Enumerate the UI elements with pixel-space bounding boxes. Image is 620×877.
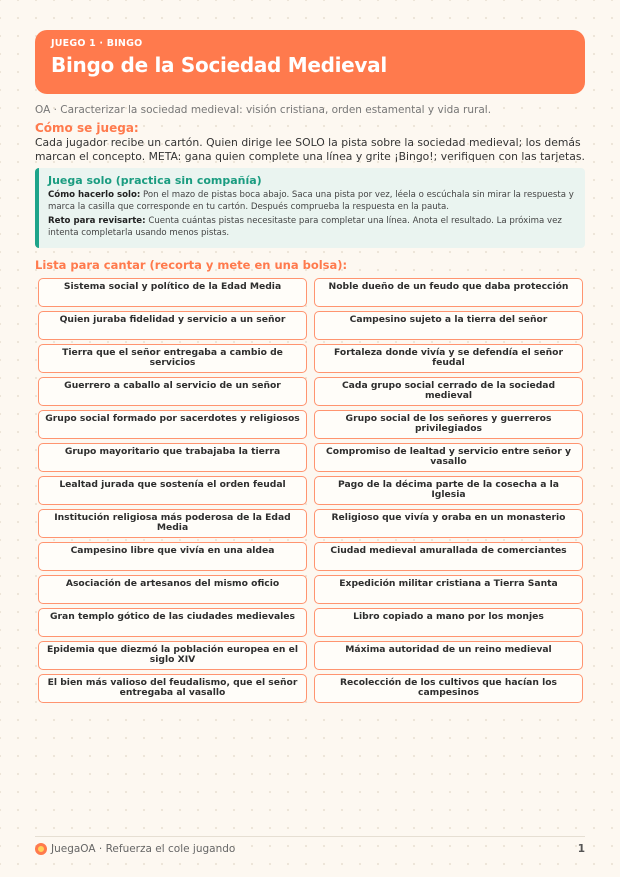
how-to-play-title: Cómo se juega: xyxy=(35,121,139,135)
juegaoa-logo-icon xyxy=(35,843,47,855)
game-kicker: JUEGO 1 · BINGO xyxy=(51,38,143,49)
footer-divider xyxy=(35,836,585,837)
clue-card: Grupo mayoritario que trabajaba la tierra xyxy=(38,443,307,472)
clue-card: Compromiso de lealtad y servicio entre señor y vasallo xyxy=(314,443,583,472)
clue-card: Tierra que el señor entregaba a cambio de servicios xyxy=(38,344,307,373)
solo-how-text: Pon el mazo de pistas boca abajo. Saca una pista por vez, léela o escúchala sin mirar la respuesta y marca la casilla que corresponde en tu cartón. Después comprueba la respuesta en la pauta. xyxy=(48,190,574,212)
clue-card: Sistema social y político de la Edad Media xyxy=(38,278,307,307)
clue-card: Gran templo gótico de las ciudades medievales xyxy=(38,608,307,637)
clue-card: Religioso que vivía y oraba en un monasterio xyxy=(314,509,583,538)
solo-challenge-text: Cuenta cuántas pistas necesitaste para completar una línea. Anota el resultado. La próxima vez intenta completarla usando menos pistas. xyxy=(48,216,562,238)
clue-card: Fortaleza donde vivía y se defendía el señor feudal xyxy=(314,344,583,373)
clue-card: Ciudad medieval amurallada de comerciantes xyxy=(314,542,583,571)
clue-card: Asociación de artesanos del mismo oficio xyxy=(38,575,307,604)
clue-card: Institución religiosa más poderosa de la Edad Media xyxy=(38,509,307,538)
clue-card: Grupo social de los señores y guerreros privilegiados xyxy=(314,410,583,439)
page-number: 1 xyxy=(577,843,585,855)
clue-card: Noble dueño de un feudo que daba protección xyxy=(314,278,583,307)
clue-card: Grupo social formado por sacerdotes y religiosos xyxy=(38,410,307,439)
clue-card: Quien juraba fidelidad y servicio a un señor xyxy=(38,311,307,340)
clue-card: Epidemia que diezmó la población europea en el siglo XIV xyxy=(38,641,307,670)
solo-how-label: Cómo hacerlo solo: xyxy=(48,190,141,200)
solo-how-paragraph xyxy=(48,190,575,213)
game-header xyxy=(35,30,585,94)
solo-challenge-paragraph xyxy=(48,216,575,239)
clue-card: Máxima autoridad de un reino medieval xyxy=(314,641,583,670)
clue-card: Campesino libre que vivía en una aldea xyxy=(38,542,307,571)
clue-card: Guerrero a caballo al servicio de un señor xyxy=(38,377,307,406)
clue-card: Cada grupo social cerrado de la sociedad medieval xyxy=(314,377,583,406)
game-title: Bingo de la Sociedad Medieval xyxy=(51,53,387,77)
call-list-title: Lista para cantar (recorta y mete en una bolsa): xyxy=(35,258,348,272)
clue-card: El bien más valioso del feudalismo, que el señor entregaba al vasallo xyxy=(38,674,307,703)
solo-challenge-label: Reto para revisarte: xyxy=(48,216,146,226)
clue-card: Lealtad jurada que sostenía el orden feudal xyxy=(38,476,307,505)
learning-objective: OA · Caracterizar la sociedad medieval: visión cristiana, orden estamental y vida rural. xyxy=(35,104,492,116)
clue-card: Expedición militar cristiana a Tierra Santa xyxy=(314,575,583,604)
solo-play-box xyxy=(35,168,585,248)
page-footer xyxy=(35,843,585,855)
clue-card-grid xyxy=(38,278,583,703)
clue-card: Campesino sujeto a la tierra del señor xyxy=(314,311,583,340)
how-to-play-text: Cada jugador recibe un cartón. Quien dirige lee SOLO la pista sobre la sociedad medieval; los demás marcan el concepto. META: gana quien complete una línea y grite ¡Bingo!; verifiquen con las tarjetas. xyxy=(35,136,585,163)
clue-card: Pago de la décima parte de la cosecha a la Iglesia xyxy=(314,476,583,505)
clue-card: Libro copiado a mano por los monjes xyxy=(314,608,583,637)
footer-brand: JuegaOA · Refuerza el cole jugando xyxy=(51,843,236,855)
clue-card: Recolección de los cultivos que hacían los campesinos xyxy=(314,674,583,703)
solo-play-title: Juega solo (practica sin compañía) xyxy=(48,174,262,187)
